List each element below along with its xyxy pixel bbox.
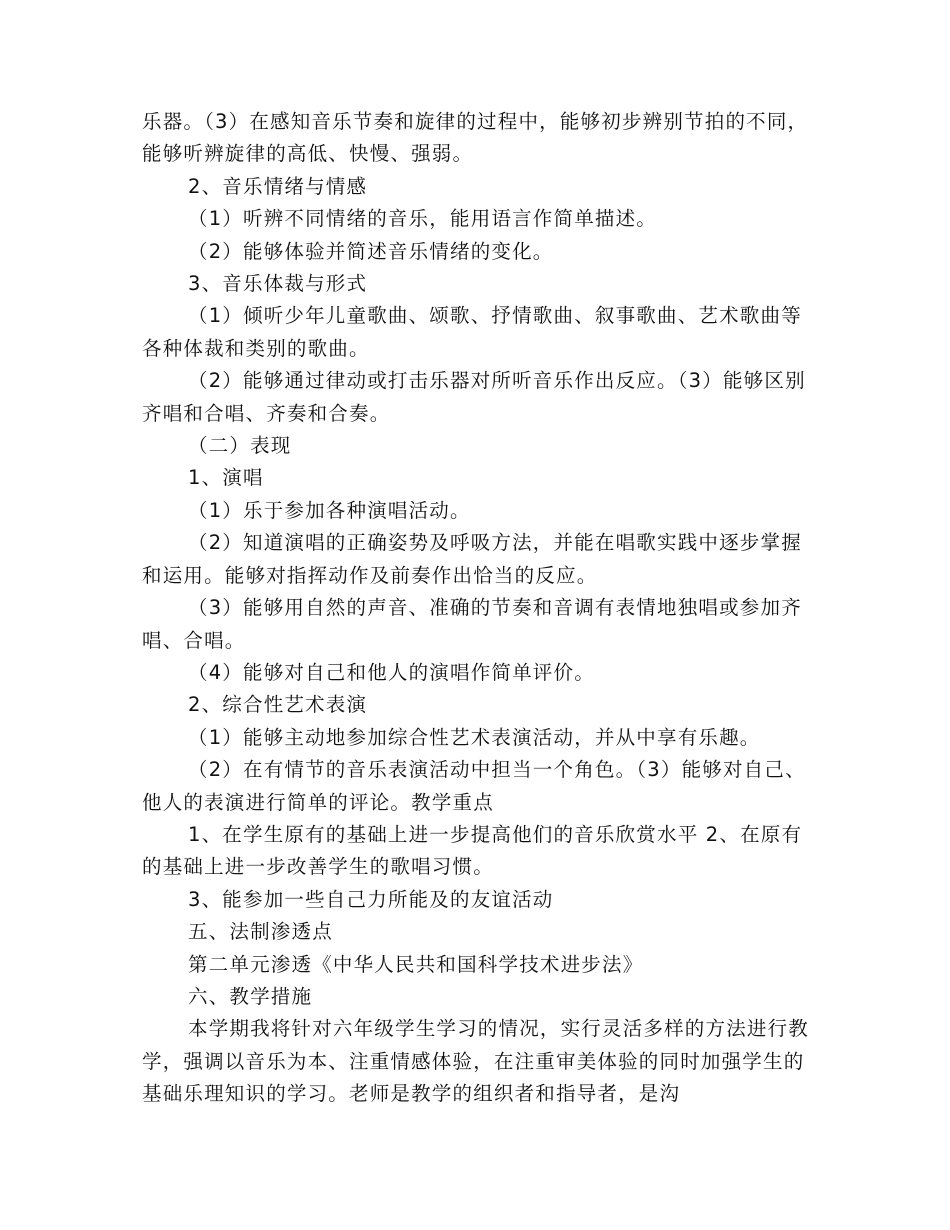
paragraph: （1）听辨不同情绪的音乐，能用语言作简单描述。 <box>188 207 658 231</box>
paragraph: 1、在学生原有的基础上进一步提高他们的音乐欣赏水平 2、在原有的基础上进一步改善学生的歌唱习惯。 <box>142 822 803 879</box>
paragraph: 2、综合性艺术表演 <box>188 693 368 717</box>
paragraph: （2）能够体验并简述音乐情绪的变化。 <box>188 239 554 263</box>
paragraph: （2）知道演唱的正确姿势及呼吸方法，并能在唱歌实践中逐步掌握和运用。能够对指挥动作及前奏作出恰当的反应。 <box>142 531 802 587</box>
paragraph: （4）能够对自己和他人的演唱作简单评价。 <box>188 660 595 684</box>
paragraph: 本学期我将针对六年级学生学习的情况，实行灵活多样的方法进行教学，强调以音乐为本、注重情感体验，在注重审美体验的同时加强学生的基础乐理知识的学习。老师是教学的组织者和指导者，是沟 <box>142 1017 810 1106</box>
paragraph: （2）在有情节的音乐表演活动中担当一个角色。（3）能够对自己、他人的表演进行简单的评论。教学重点 <box>142 758 806 814</box>
paragraph: （3）能够用自然的声音、准确的节奏和音调有表情地独唱或参加齐唱、合唱。 <box>142 596 802 652</box>
paragraph: （2）能够通过律动或打击乐器对所听音乐作出反应。（3）能够区别齐唱和合唱、齐奏和合奏。 <box>142 369 806 425</box>
paragraph: 第二单元渗透《中华人民共和国科学技术进步法》 <box>188 952 644 976</box>
paragraph: 乐器。（3）在感知音乐节奏和旋律的过程中，能够初步辨别节拍的不同，能够听辨旋律的高低、快慢、强弱。 <box>142 110 809 166</box>
section-heading: 六、教学措施 <box>188 984 313 1008</box>
paragraph: （1）能够主动地参加综合性艺术表演活动，并从中享有乐趣。 <box>188 725 761 749</box>
paragraph: （二）表现 <box>188 434 292 458</box>
section-heading: 五、法制渗透点 <box>188 920 333 944</box>
paragraph: （1）乐于参加各种演唱活动。 <box>188 498 471 522</box>
document-body <box>142 106 810 1111</box>
paragraph: （1）倾听少年儿童歌曲、颂歌、抒情歌曲、叙事歌曲、艺术歌曲等各种体裁和类别的歌曲。 <box>142 304 802 360</box>
paragraph: 3、音乐体裁与形式 <box>188 272 368 296</box>
paragraph: 2、音乐情绪与情感 <box>188 174 368 198</box>
paragraph: 3、能参加一些自己力所能及的友谊活动 <box>188 887 554 911</box>
paragraph: 1、演唱 <box>188 466 264 490</box>
